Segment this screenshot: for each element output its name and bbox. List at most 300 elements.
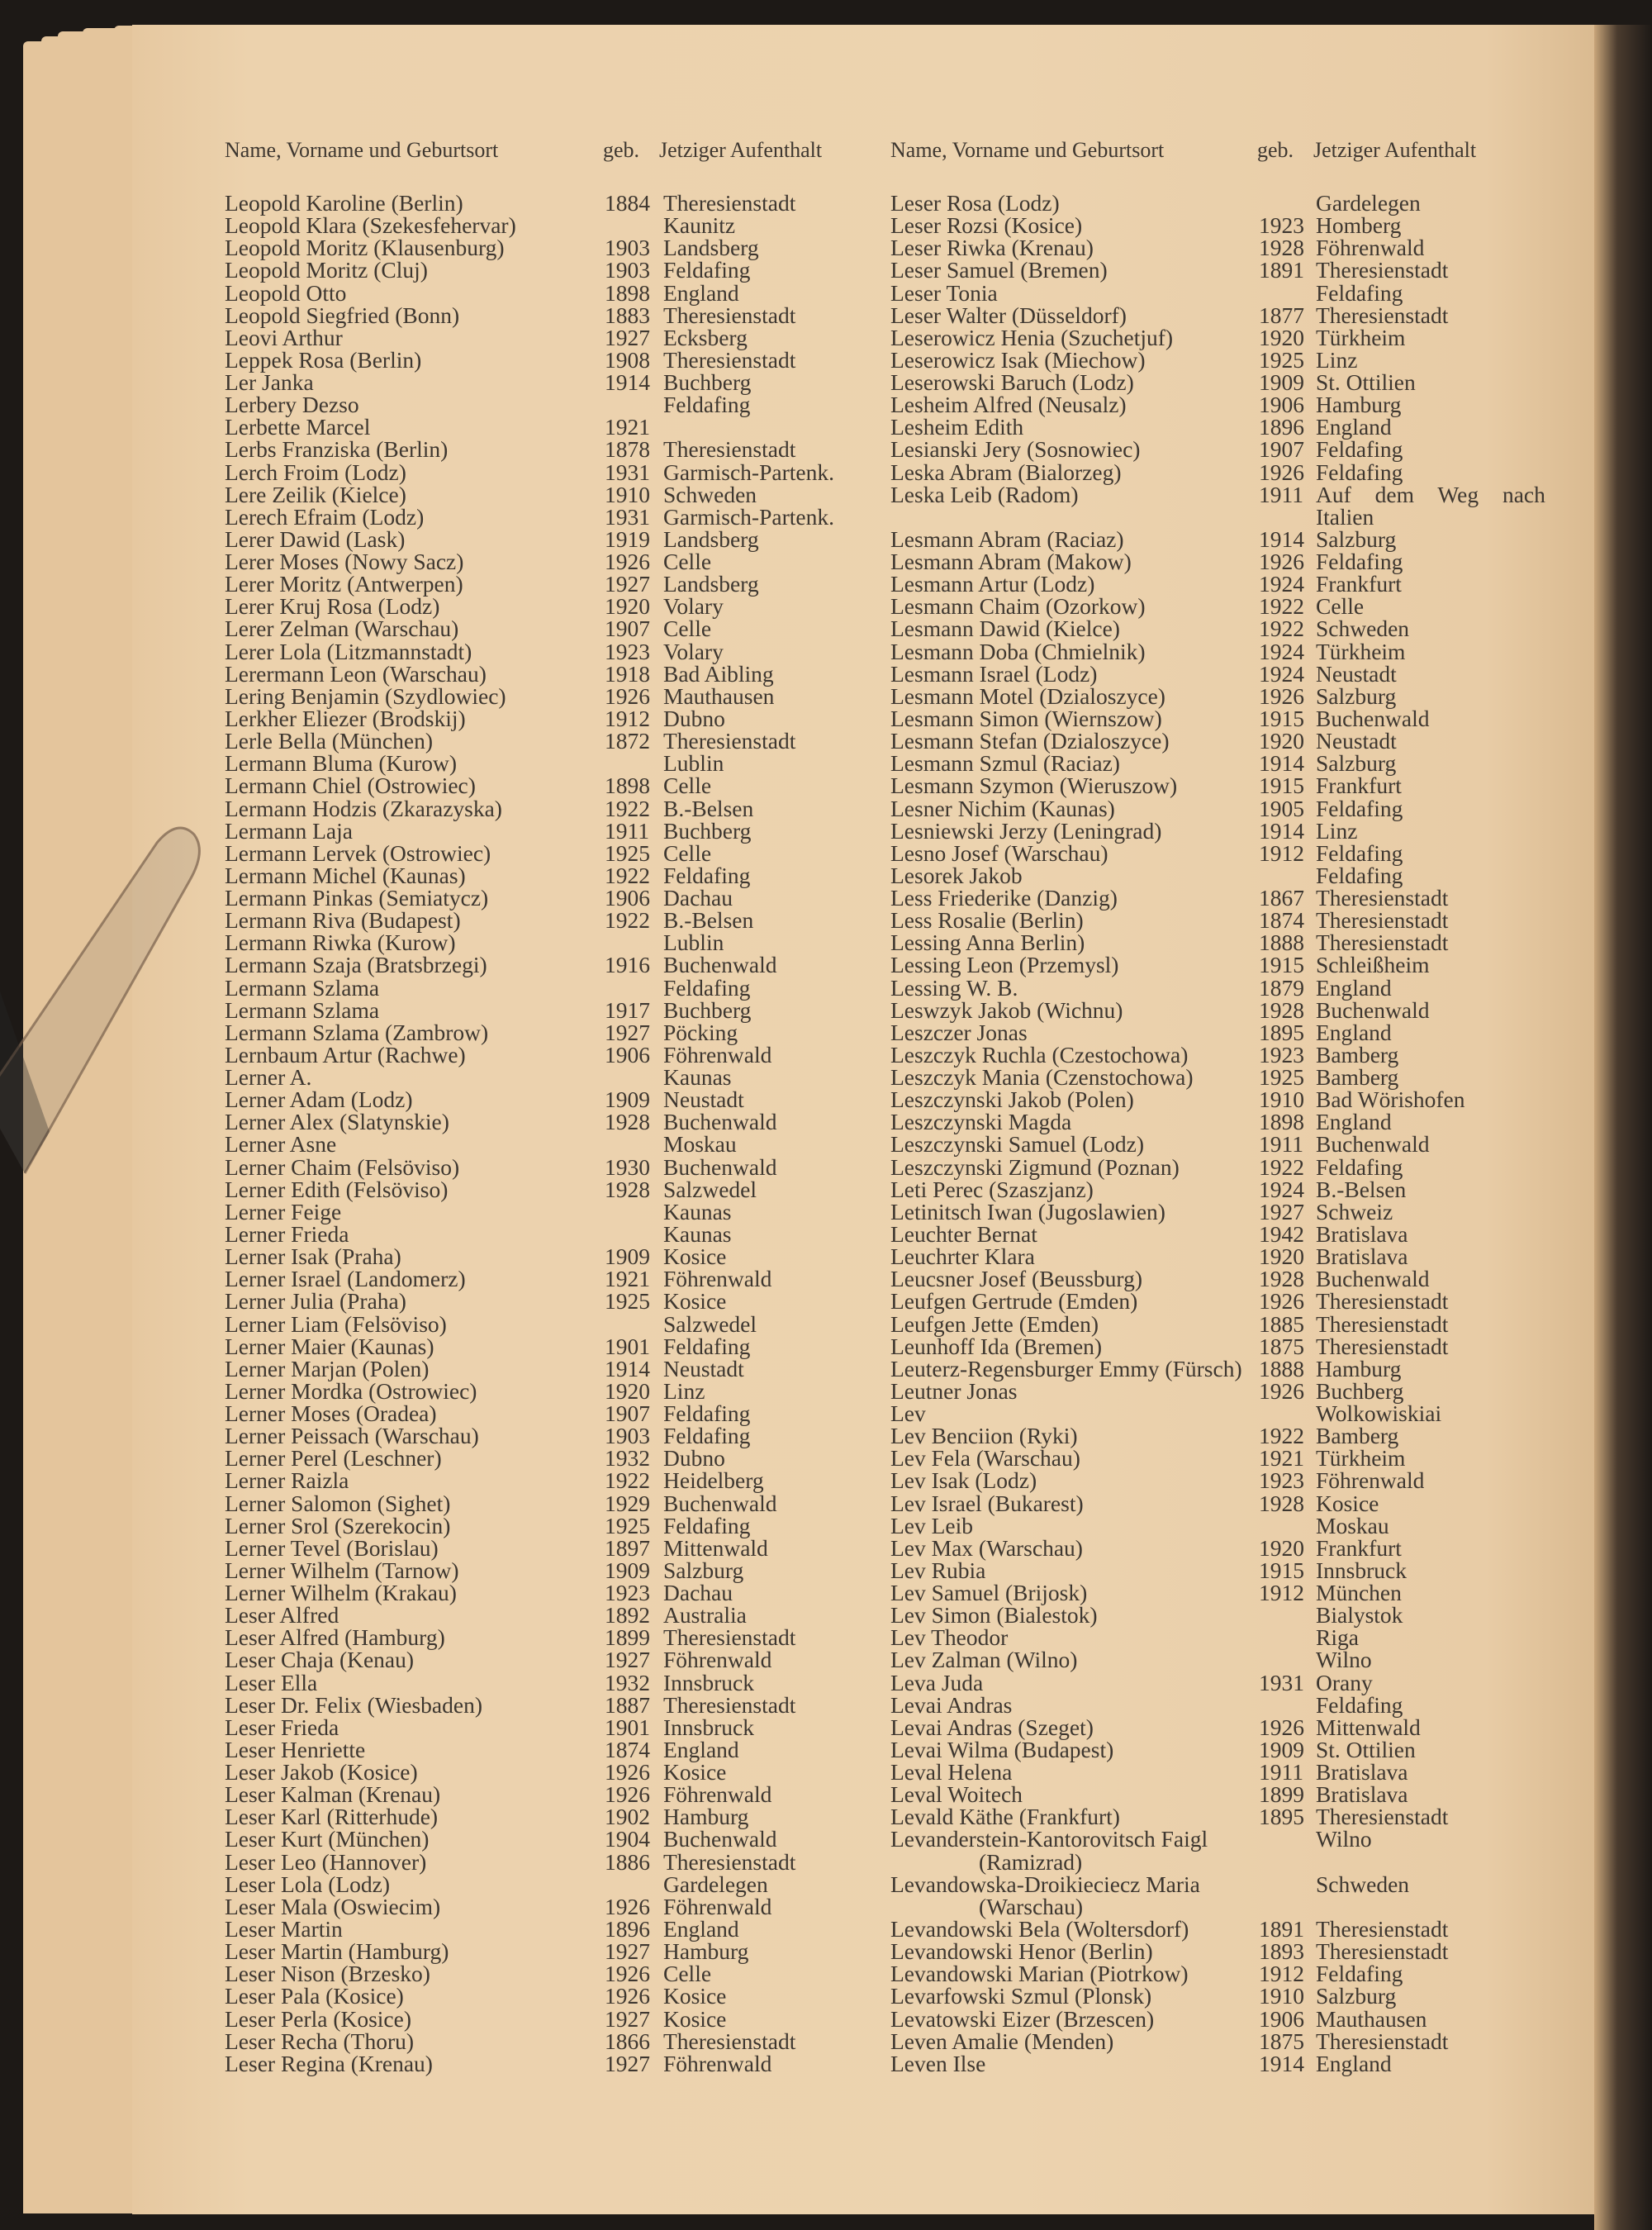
entry-birth-year: 1911 bbox=[1259, 1131, 1303, 1158]
entry-name: Lerer Moses (Nowy Sacz) bbox=[225, 549, 464, 575]
entry-residence: Feldafing bbox=[663, 392, 751, 418]
entry-name: Lernbaum Artur (Rachwe) bbox=[225, 1041, 466, 1067]
entry-residence: Kaunas bbox=[663, 1220, 732, 1247]
entry-birth-year: 1922 bbox=[1259, 1423, 1304, 1449]
entry-residence: Türkheim bbox=[1316, 1445, 1406, 1472]
entry-residence: England bbox=[1316, 2050, 1392, 2076]
entry-residence: Mittenwald bbox=[1316, 1714, 1421, 1740]
header-right-place: Jetziger Aufenthalt bbox=[1313, 138, 1477, 162]
entry-name: Lermann Szlama (Zambrow) bbox=[225, 1019, 489, 1045]
entry-name: Leovi Arthur bbox=[225, 324, 343, 350]
entry-birth-year: 1922 bbox=[605, 1467, 650, 1494]
entry-residence: Feldafing bbox=[663, 1333, 751, 1359]
entry-name: Lerner Moses (Oradea) bbox=[225, 1400, 437, 1427]
entry-residence: Celle bbox=[663, 1961, 712, 1987]
entry-name: Leopold Siegfried (Bonn) bbox=[225, 302, 460, 328]
entry-birth-year: 1916 bbox=[605, 952, 650, 978]
entry-birth-year: 1877 bbox=[1259, 302, 1304, 328]
entry-residence: Celle bbox=[1316, 593, 1365, 620]
entry-name: Lermann Pinkas (Semiatycz) bbox=[225, 885, 489, 911]
entry-birth-year: 1918 bbox=[605, 660, 650, 687]
entry-residence: Salzburg bbox=[1316, 1983, 1397, 2009]
entry-name: Levandowski Marian (Piotrkow) bbox=[890, 1961, 1189, 1987]
entry-residence: Lublin bbox=[663, 750, 724, 777]
entry-residence: Kosice bbox=[663, 1243, 727, 1270]
entry-residence: Volary bbox=[663, 593, 724, 620]
entry-residence: Kosice bbox=[663, 1983, 727, 2009]
entry-residence: Hamburg bbox=[663, 1938, 749, 1965]
entry-name: Leser Karl (Ritterhude) bbox=[225, 1804, 439, 1830]
entry-name: Leuchter Bernat bbox=[890, 1220, 1037, 1247]
entry-name: Lermann Riva (Budapest) bbox=[225, 907, 461, 934]
entry-name: Lerer Kruj Rosa (Lodz) bbox=[225, 593, 440, 620]
entry-birth-year: 1926 bbox=[1259, 549, 1304, 575]
entry-name: Lerch Froim (Lodz) bbox=[225, 459, 406, 485]
entry-name: Lev Leib bbox=[890, 1512, 974, 1538]
entry-residence: Bamberg bbox=[1316, 1064, 1399, 1091]
entry-birth-year: 1909 bbox=[1259, 1736, 1304, 1762]
entry-name: Leva Juda bbox=[890, 1669, 984, 1695]
entry-residence: Föhrenwald bbox=[663, 1647, 772, 1673]
entry-name: Lesianski Jery (Sosnowiec) bbox=[890, 436, 1141, 463]
entry-name: Lerer Zelman (Warschau) bbox=[225, 616, 459, 642]
entry-name: Lerner Liam (Felsöviso) bbox=[225, 1310, 447, 1337]
entry-residence: Salzburg bbox=[1316, 525, 1397, 552]
entry-residence: Bad Wörishofen bbox=[1316, 1086, 1465, 1113]
entry-name: Leunhoff Ida (Bremen) bbox=[890, 1333, 1103, 1359]
entry-birth-year: 1924 bbox=[1259, 660, 1304, 687]
entry-name: Lermann Bluma (Kurow) bbox=[225, 750, 458, 777]
entry-birth-year: 1923 bbox=[1259, 1041, 1304, 1067]
entry-birth-year: 1915 bbox=[1259, 1557, 1304, 1583]
entry-residence: Auf dem Weg nach bbox=[1316, 481, 1545, 507]
entry-name: Leser Chaja (Kenau) bbox=[225, 1647, 415, 1673]
entry-residence: Dachau bbox=[663, 1580, 733, 1606]
entry-name: Leval Helena bbox=[890, 1759, 1013, 1785]
entry-birth-year: 1928 bbox=[1259, 1490, 1304, 1516]
entry-residence: Buchenwald bbox=[663, 1490, 777, 1516]
entry-residence: Bamberg bbox=[1316, 1423, 1399, 1449]
entry-name: Lerner Wilhelm (Tarnow) bbox=[225, 1557, 459, 1583]
entry-residence: Bialystok bbox=[1316, 1602, 1403, 1629]
entry-residence: Buchenwald bbox=[663, 1153, 777, 1180]
entry-residence: Schleißheim bbox=[1316, 952, 1430, 978]
entry-name: Lerner Marjan (Polen) bbox=[225, 1355, 430, 1381]
entry-birth-year: 1928 bbox=[605, 1176, 650, 1202]
entry-name: Leser Nison (Brzesko) bbox=[225, 1961, 430, 1987]
entry-birth-year: 1927 bbox=[605, 1938, 650, 1965]
entry-birth-year: 1927 bbox=[605, 324, 650, 350]
entry-birth-year: 1867 bbox=[1259, 885, 1304, 911]
entry-residence: Salzwedel bbox=[663, 1310, 757, 1337]
entry-birth-year: 1914 bbox=[1259, 750, 1304, 777]
entry-birth-year: 1917 bbox=[605, 996, 650, 1023]
entry-residence: England bbox=[663, 279, 739, 306]
entry-name: Lesorek Jakob bbox=[890, 862, 1023, 888]
entry-name: Lerner Perel (Leschner) bbox=[225, 1445, 442, 1472]
entry-name: Lerer Dawid (Lask) bbox=[225, 525, 406, 552]
entry-birth-year: 1885 bbox=[1259, 1310, 1304, 1337]
entry-name: Leser Tonia bbox=[890, 279, 998, 306]
entry-name: Lerner Peissach (Warschau) bbox=[225, 1423, 479, 1449]
entry-residence: Frankfurt bbox=[1316, 1534, 1402, 1561]
entry-residence: Buchberg bbox=[663, 817, 752, 844]
entry-name: Leser Riwka (Krenau) bbox=[890, 235, 1094, 261]
entry-residence: Buchberg bbox=[1316, 1377, 1404, 1404]
entry-residence: Landsberg bbox=[663, 525, 759, 552]
entry-birth-year: 1906 bbox=[605, 885, 650, 911]
entry-name: Leserowicz Henia (Szuchetjuf) bbox=[890, 324, 1174, 350]
entry-name: Leopold Moritz (Klausenburg) bbox=[225, 235, 505, 261]
entry-birth-year: 1912 bbox=[1259, 1961, 1304, 1987]
entry-residence: Feldafing bbox=[1316, 839, 1403, 866]
entry-birth-year: 1924 bbox=[1259, 571, 1304, 597]
entry-name: Lesheim Alfred (Neusalz) bbox=[890, 392, 1127, 418]
entry-birth-year: 1923 bbox=[605, 1580, 650, 1606]
entry-name: Lerner Maier (Kaunas) bbox=[225, 1333, 434, 1359]
entry-birth-year: 1911 bbox=[1259, 481, 1303, 507]
entry-name: Lev Zalman (Wilno) bbox=[890, 1647, 1078, 1673]
entry-residence: Theresienstadt bbox=[1316, 2028, 1449, 2054]
entry-residence: Bamberg bbox=[1316, 1041, 1399, 1067]
entry-birth-year: 1887 bbox=[605, 1691, 650, 1718]
entry-residence: Theresienstadt bbox=[1316, 1916, 1449, 1942]
entry-name: Leser Ella bbox=[225, 1669, 318, 1695]
entry-residence: Kaunas bbox=[663, 1064, 732, 1091]
entry-birth-year: 1901 bbox=[605, 1333, 650, 1359]
entry-residence: München bbox=[1316, 1580, 1402, 1606]
entry-name: Lerle Bella (München) bbox=[225, 728, 433, 754]
entry-birth-year: 1901 bbox=[605, 1714, 650, 1740]
entry-name: Lesmann Motel (Dzialoszyce) bbox=[890, 682, 1165, 709]
entry-birth-year: 1926 bbox=[605, 682, 650, 709]
entry-residence: Feldafing bbox=[1316, 279, 1403, 306]
entry-birth-year: 1921 bbox=[1259, 1445, 1304, 1472]
entry-name: Lermann Szlama bbox=[225, 974, 380, 1001]
entry-name: Lermann Hodzis (Zkarazyska) bbox=[225, 795, 502, 821]
entry-residence: Föhrenwald bbox=[663, 1893, 772, 1919]
entry-birth-year: 1926 bbox=[605, 1983, 650, 2009]
entry-residence: Mauthausen bbox=[1316, 2005, 1427, 2032]
entry-birth-year: 1898 bbox=[605, 279, 650, 306]
entry-residence: Innsbruck bbox=[1316, 1557, 1407, 1583]
entry-residence: Theresienstadt bbox=[663, 190, 796, 216]
entry-residence: Föhrenwald bbox=[663, 1266, 772, 1292]
entry-birth-year: 1912 bbox=[1259, 1580, 1304, 1606]
entry-residence: St. Ottilien bbox=[1316, 369, 1416, 396]
entry-name: Leucsner Josef (Beussburg) bbox=[890, 1266, 1142, 1292]
entry-name: Lering Benjamin (Szydlowiec) bbox=[225, 682, 506, 709]
entry-birth-year: 1926 bbox=[605, 1781, 650, 1808]
entry-residence: Bratislava bbox=[1316, 1781, 1408, 1808]
entry-residence: Buchenwald bbox=[663, 1109, 777, 1135]
entry-residence: Riga bbox=[1316, 1624, 1359, 1651]
entry-birth-year: 1922 bbox=[605, 795, 650, 821]
entry-birth-year: 1925 bbox=[605, 1288, 650, 1315]
entry-name: Lev Simon (Bialestok) bbox=[890, 1602, 1098, 1629]
entry-birth-year: 1927 bbox=[605, 2050, 650, 2076]
header-right-year: geb. bbox=[1257, 138, 1294, 162]
entry-residence: Feldafing bbox=[1316, 549, 1403, 575]
entry-name: Leufgen Gertrude (Emden) bbox=[890, 1288, 1138, 1315]
entry-name: Leuterz-Regensburger Emmy (Fürsch) bbox=[890, 1355, 1242, 1381]
entry-residence: Kosice bbox=[1316, 1490, 1379, 1516]
entry-birth-year: 1914 bbox=[605, 1355, 650, 1381]
entry-residence: Buchenwald bbox=[663, 952, 777, 978]
entry-residence: Innsbruck bbox=[663, 1669, 754, 1695]
entry-residence: Kaunas bbox=[663, 1198, 732, 1224]
entry-name: Levai Andras (Szeget) bbox=[890, 1714, 1094, 1740]
entry-name: Lerner Mordka (Ostrowiec) bbox=[225, 1377, 477, 1404]
entry-name: Leser Martin (Hamburg) bbox=[225, 1938, 449, 1965]
entry-name: Leser Mala (Oswiecim) bbox=[225, 1893, 441, 1919]
entry-residence: Celle bbox=[663, 773, 712, 799]
entry-residence: Theresienstadt bbox=[1316, 1804, 1449, 1830]
entry-residence: Dubno bbox=[663, 1445, 725, 1472]
entry-name: Lerer Moritz (Antwerpen) bbox=[225, 571, 463, 597]
entry-residence: Theresienstadt bbox=[1316, 1310, 1449, 1337]
entry-birth-year: 1891 bbox=[1259, 257, 1304, 283]
entry-birth-year: 1908 bbox=[605, 346, 650, 373]
entry-birth-year: 1899 bbox=[605, 1624, 650, 1651]
entry-birth-year: 1922 bbox=[1259, 1153, 1304, 1180]
entry-name: Lerner Srol (Szerekocin) bbox=[225, 1512, 451, 1538]
entry-name: Lermann Chiel (Ostrowiec) bbox=[225, 773, 476, 799]
entry-name: Lerner Raizla bbox=[225, 1467, 349, 1494]
entry-name: Leopold Klara (Szekesfehervar) bbox=[225, 212, 516, 239]
entry-birth-year: 1907 bbox=[605, 1400, 650, 1427]
entry-name: Levai Wilma (Budapest) bbox=[890, 1736, 1114, 1762]
entry-name: Lev Rubia bbox=[890, 1557, 986, 1583]
entry-name: Lev Benciion (Ryki) bbox=[890, 1423, 1078, 1449]
entry-residence: Theresienstadt bbox=[663, 302, 796, 328]
entry-birth-year: 1891 bbox=[1259, 1916, 1304, 1942]
entry-name: Less Friederike (Danzig) bbox=[890, 885, 1118, 911]
entry-birth-year: 1907 bbox=[605, 616, 650, 642]
entry-name: Leuchrter Klara bbox=[890, 1243, 1035, 1270]
entry-birth-year: 1925 bbox=[605, 1512, 650, 1538]
entry-birth-year: 1921 bbox=[605, 414, 650, 440]
entry-birth-year: 1923 bbox=[1259, 1467, 1304, 1494]
entry-name: Lessing W. B. bbox=[890, 974, 1018, 1001]
entry-name: Leutner Jonas bbox=[890, 1377, 1018, 1404]
entry-birth-year: 1911 bbox=[605, 817, 649, 844]
entry-residence: Frankfurt bbox=[1316, 773, 1402, 799]
entry-name: Leszczynski Zigmund (Poznan) bbox=[890, 1153, 1180, 1180]
entry-residence: Kosice bbox=[663, 2005, 727, 2032]
entry-residence: Australia bbox=[663, 1602, 747, 1629]
entry-name: Leven Ilse bbox=[890, 2050, 986, 2076]
entry-name: Leser Jakob (Kosice) bbox=[225, 1759, 418, 1785]
entry-name: Lesmann Szmul (Raciaz) bbox=[890, 750, 1120, 777]
entry-residence: Feldafing bbox=[663, 1512, 751, 1538]
entry-residence: Buchenwald bbox=[1316, 1266, 1430, 1292]
entry-residence: Buchenwald bbox=[663, 1826, 777, 1852]
entry-birth-year: 1905 bbox=[1259, 795, 1304, 821]
entry-name: Lerbette Marcel bbox=[225, 414, 371, 440]
entry-residence: Theresienstadt bbox=[1316, 302, 1449, 328]
entry-name: Lesmann Chaim (Ozorkow) bbox=[890, 593, 1146, 620]
entry-name: Leswzyk Jakob (Wichnu) bbox=[890, 996, 1123, 1023]
entry-birth-year: 1906 bbox=[1259, 2005, 1304, 2032]
entry-residence: B.-Belsen bbox=[663, 907, 754, 934]
entry-name: Leser Perla (Kosice) bbox=[225, 2005, 412, 2032]
entry-residence: Orany bbox=[1316, 1669, 1373, 1695]
entry-birth-year: 1922 bbox=[605, 862, 650, 888]
header-left-year: geb. bbox=[603, 138, 640, 162]
entry-birth-year: 1875 bbox=[1259, 1333, 1304, 1359]
entry-birth-year: 1886 bbox=[605, 1848, 650, 1875]
entry-name: Lesmann Doba (Chmielnik) bbox=[890, 638, 1146, 664]
entry-birth-year: 1898 bbox=[1259, 1109, 1304, 1135]
entry-birth-year: 1884 bbox=[605, 190, 650, 216]
entry-residence: Wilno bbox=[1316, 1826, 1372, 1852]
entry-residence: Buchberg bbox=[663, 369, 752, 396]
entry-name: Lev Isak (Lodz) bbox=[890, 1467, 1037, 1494]
entry-residence: Föhrenwald bbox=[663, 1781, 772, 1808]
entry-residence: B.-Belsen bbox=[1316, 1176, 1407, 1202]
entry-birth-year: 1912 bbox=[605, 705, 650, 731]
header-right-name: Name, Vorname und Geburtsort bbox=[890, 138, 1165, 162]
entry-birth-year: 1911 bbox=[1259, 1759, 1303, 1785]
entry-name: Levald Käthe (Frankfurt) bbox=[890, 1804, 1120, 1830]
entry-birth-year: 1920 bbox=[605, 1377, 650, 1404]
entry-residence: Salzburg bbox=[663, 1557, 744, 1583]
entry-name: Lesmann Israel (Lodz) bbox=[890, 660, 1098, 687]
entry-name: Lerer Lola (Litzmannstadt) bbox=[225, 638, 472, 664]
entry-residence: Theresienstadt bbox=[1316, 907, 1449, 934]
entry-residence: Moskau bbox=[663, 1131, 737, 1158]
entry-residence: Bratislava bbox=[1316, 1759, 1408, 1785]
entry-birth-year: 1897 bbox=[605, 1534, 650, 1561]
entry-name: Lesmann Abram (Raciaz) bbox=[890, 525, 1124, 552]
entry-residence: Theresienstadt bbox=[663, 436, 796, 463]
entry-name: Lerner Tevel (Borislau) bbox=[225, 1534, 439, 1561]
entry-residence: Feldafing bbox=[1316, 862, 1403, 888]
entry-residence: Pöcking bbox=[663, 1019, 738, 1045]
entry-name: Levanderstein-Kantorovitsch Faigl bbox=[890, 1826, 1208, 1852]
entry-birth-year: 1909 bbox=[605, 1086, 650, 1113]
entry-name: Lerbery Dezso bbox=[225, 392, 359, 418]
entry-name: Leser Regina (Krenau) bbox=[225, 2050, 433, 2076]
entry-residence: St. Ottilien bbox=[1316, 1736, 1416, 1762]
entry-name: Lerner A. bbox=[225, 1064, 312, 1091]
entry-residence: Schweiz bbox=[1316, 1198, 1393, 1224]
entry-residence: England bbox=[1316, 414, 1392, 440]
entry-residence: Theresienstadt bbox=[1316, 930, 1449, 956]
entry-name: Lerner Israel (Landomerz) bbox=[225, 1266, 466, 1292]
entry-birth-year: 1888 bbox=[1259, 930, 1304, 956]
entry-birth-year: 1920 bbox=[1259, 1243, 1304, 1270]
entry-residence: Mauthausen bbox=[663, 682, 775, 709]
entry-birth-year: 1922 bbox=[1259, 616, 1304, 642]
entry-name: Lesner Nichim (Kaunas) bbox=[890, 795, 1115, 821]
entry-name: Lev Israel (Bukarest) bbox=[890, 1490, 1084, 1516]
entry-name: Lerner Frieda bbox=[225, 1220, 349, 1247]
entry-name-continued: (Ramizrad) bbox=[979, 1848, 1083, 1875]
entry-residence: Föhrenwald bbox=[1316, 235, 1425, 261]
entry-residence: Volary bbox=[663, 638, 724, 664]
entry-name: Lermann Michel (Kaunas) bbox=[225, 862, 466, 888]
entry-name: Lev Samuel (Brijosk) bbox=[890, 1580, 1088, 1606]
entry-residence: Neustadt bbox=[1316, 728, 1397, 754]
entry-name: Leser Martin bbox=[225, 1916, 343, 1942]
entry-birth-year: 1920 bbox=[605, 593, 650, 620]
entry-residence: Buchenwald bbox=[1316, 996, 1430, 1023]
entry-name: Leopold Moritz (Cluj) bbox=[225, 257, 428, 283]
entry-birth-year: 1926 bbox=[605, 1961, 650, 1987]
entry-birth-year: 1910 bbox=[1259, 1983, 1304, 2009]
entry-name: Leopold Karoline (Berlin) bbox=[225, 190, 463, 216]
entry-birth-year: 1896 bbox=[605, 1916, 650, 1942]
entry-name: Lerner Chaim (Felsöviso) bbox=[225, 1153, 460, 1180]
entry-residence: Neustadt bbox=[663, 1355, 744, 1381]
entry-residence: Theresienstadt bbox=[663, 1691, 796, 1718]
entry-residence: Garmisch-Partenk. bbox=[663, 459, 834, 485]
entry-residence: Theresienstadt bbox=[1316, 1288, 1449, 1315]
entry-name: Lessing Anna Berlin) bbox=[890, 930, 1085, 956]
entry-name: Ler Janka bbox=[225, 369, 314, 396]
entry-name: Leser Leo (Hannover) bbox=[225, 1848, 427, 1875]
entry-name: Lerner Julia (Praha) bbox=[225, 1288, 406, 1315]
entry-name: Leppek Rosa (Berlin) bbox=[225, 346, 422, 373]
entry-birth-year: 1915 bbox=[1259, 705, 1304, 731]
entry-residence: Innsbruck bbox=[663, 1714, 754, 1740]
entry-name: Leser Dr. Felix (Wiesbaden) bbox=[225, 1691, 482, 1718]
entry-residence: Linz bbox=[1316, 346, 1358, 373]
entry-name: Leszczer Jonas bbox=[890, 1019, 1028, 1045]
entry-birth-year: 1932 bbox=[605, 1445, 650, 1472]
entry-name: Leszczynski Magda bbox=[890, 1109, 1072, 1135]
entry-residence: Landsberg bbox=[663, 571, 759, 597]
entry-name: Lermann Laja bbox=[225, 817, 353, 844]
entry-residence: England bbox=[1316, 1109, 1392, 1135]
entry-birth-year: 1915 bbox=[1259, 773, 1304, 799]
entry-name: Lermann Szlama bbox=[225, 996, 380, 1023]
entry-name: Lermann Szaja (Bratsbrzegi) bbox=[225, 952, 487, 978]
entry-residence: Homberg bbox=[1316, 212, 1402, 239]
entry-birth-year: 1902 bbox=[605, 1804, 650, 1830]
entry-birth-year: 1920 bbox=[1259, 324, 1304, 350]
entry-residence: Theresienstadt bbox=[1316, 1938, 1449, 1965]
entry-residence: Theresienstadt bbox=[663, 728, 796, 754]
entry-residence: Feldafing bbox=[1316, 459, 1403, 485]
page-right-edge bbox=[1594, 25, 1652, 2230]
entry-birth-year: 1920 bbox=[1259, 1534, 1304, 1561]
entry-name: Levatowski Eizer (Brzescen) bbox=[890, 2005, 1155, 2032]
entry-birth-year: 1926 bbox=[1259, 1288, 1304, 1315]
entry-residence: Feldafing bbox=[1316, 1153, 1403, 1180]
entry-name: Leszczynski Samuel (Lodz) bbox=[890, 1131, 1144, 1158]
entry-name: Leti Perec (Szaszjanz) bbox=[890, 1176, 1094, 1202]
entry-birth-year: 1926 bbox=[1259, 682, 1304, 709]
entry-birth-year: 1906 bbox=[605, 1041, 650, 1067]
entry-residence: Türkheim bbox=[1316, 638, 1406, 664]
entry-birth-year: 1925 bbox=[1259, 346, 1304, 373]
entry-birth-year: 1898 bbox=[605, 773, 650, 799]
entry-name: Lesmann Szymon (Wieruszow) bbox=[890, 773, 1178, 799]
entry-birth-year: 1912 bbox=[1259, 839, 1304, 866]
entry-residence: Feldafing bbox=[663, 1423, 751, 1449]
entry-name: Lesmann Artur (Lodz) bbox=[890, 571, 1095, 597]
entry-birth-year: 1924 bbox=[1259, 638, 1304, 664]
entry-birth-year: 1928 bbox=[1259, 1266, 1304, 1292]
entry-residence: Hamburg bbox=[663, 1804, 749, 1830]
entry-residence: Ecksberg bbox=[663, 324, 748, 350]
entry-residence: Celle bbox=[663, 616, 712, 642]
entry-name: Lerbs Franziska (Berlin) bbox=[225, 436, 449, 463]
entry-residence: Wilno bbox=[1316, 1647, 1372, 1673]
